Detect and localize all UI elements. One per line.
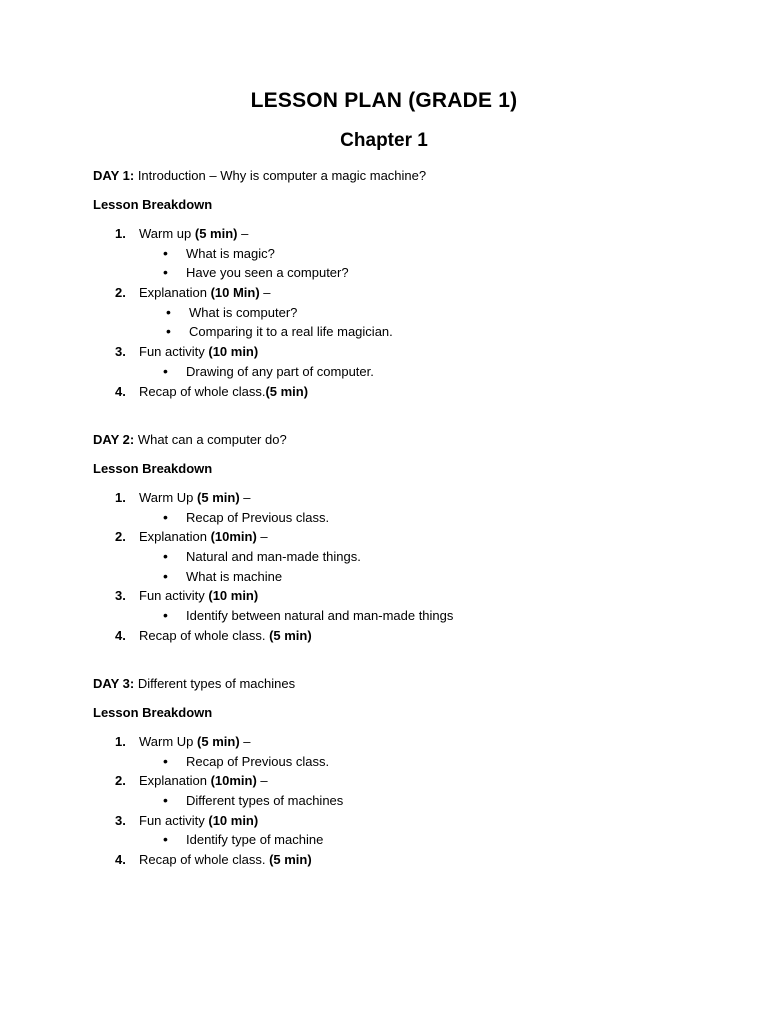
bullet-icon: •: [163, 362, 168, 379]
step-number: 1.: [115, 734, 126, 749]
bullet-item: [93, 362, 733, 382]
step-text: Recap of whole class.: [139, 383, 266, 399]
step-text: Fun activity: [139, 812, 209, 828]
bullet-item: [93, 303, 733, 323]
bullet-icon: •: [163, 567, 168, 584]
step-suffix: –: [256, 773, 268, 789]
day-heading: [93, 166, 733, 186]
bullet-item: [93, 508, 733, 528]
step-duration: (10 min): [208, 812, 259, 828]
bullet-item: [93, 244, 733, 264]
steps-list: [93, 488, 733, 646]
day-3-section: [93, 674, 733, 870]
bullet-text: What is magic?: [186, 245, 275, 261]
day-topic: Introduction – Why is computer a magic machine?: [134, 168, 427, 183]
step-suffix: –: [239, 490, 251, 505]
bullet-text: Identify type of machine: [186, 832, 324, 848]
step-duration: (5 min): [269, 627, 312, 643]
bullet-item: [93, 830, 733, 850]
bullet-text: What is machine: [186, 568, 283, 584]
bullet-item: [93, 606, 733, 626]
bullet-text: Identify between natural and man-made things: [186, 608, 454, 624]
bullet-item: [93, 322, 733, 342]
step-duration: (5 min): [194, 226, 238, 241]
step-duration: (10min): [210, 529, 257, 545]
step-number: 3.: [115, 812, 126, 828]
step-number: 3.: [115, 344, 126, 360]
day-heading: [93, 674, 733, 694]
bullet-item: [93, 547, 733, 567]
lesson-breakdown-heading: Lesson Breakdown: [93, 461, 213, 476]
lesson-breakdown-heading: Lesson Breakdown: [93, 197, 213, 212]
step-number: 2.: [115, 285, 126, 301]
step-number: 1.: [115, 490, 126, 505]
step-duration: (5 min): [197, 490, 240, 505]
bullet-icon: •: [163, 548, 168, 565]
step-text: Explanation: [139, 285, 211, 301]
bullet-icon: •: [163, 792, 168, 809]
step-suffix: –: [259, 285, 271, 301]
step-item: [93, 382, 733, 402]
bullet-text: What is computer?: [189, 304, 298, 320]
step-item: [93, 342, 733, 362]
bullet-text: Comparing it to a real life magician.: [189, 324, 393, 340]
day-1-section: [93, 166, 733, 401]
step-duration: (10 min): [208, 588, 259, 604]
bullet-icon: •: [166, 323, 171, 340]
chapter-title: Chapter 1: [340, 130, 428, 151]
lesson-breakdown-heading: Lesson Breakdown: [93, 705, 213, 720]
bullet-text: Natural and man-made things.: [186, 549, 361, 565]
step-duration: (5 min): [197, 734, 240, 749]
step-suffix: –: [256, 529, 268, 545]
step-duration: (10min): [210, 773, 257, 789]
day-topic: What can a computer do?: [134, 432, 287, 447]
step-item: [93, 586, 733, 606]
steps-list: [93, 732, 733, 870]
steps-list: [93, 224, 733, 401]
step-text: Fun activity: [139, 588, 209, 604]
day-label: DAY 1:: [93, 168, 135, 183]
step-text: Warm Up: [139, 490, 198, 505]
bullet-icon: •: [166, 303, 171, 320]
page-title: LESSON PLAN (GRADE 1): [250, 89, 518, 112]
step-item: [93, 283, 733, 303]
step-item: [93, 626, 733, 646]
step-text: Warm Up: [139, 734, 198, 749]
step-number: 1.: [115, 226, 126, 241]
step-duration: (5 min): [265, 383, 309, 399]
step-text: Explanation: [139, 529, 211, 545]
step-number: 4.: [115, 852, 126, 868]
bullet-icon: •: [163, 607, 168, 624]
day-label: DAY 2:: [93, 432, 135, 447]
day-label: DAY 3:: [93, 676, 135, 691]
bullet-text: Recap of Previous class.: [186, 753, 330, 769]
day-topic: Different types of machines: [134, 676, 296, 691]
bullet-item: [93, 752, 733, 772]
bullet-item: [93, 263, 733, 283]
step-item: [93, 732, 733, 752]
step-number: 3.: [115, 588, 126, 604]
step-duration: (10 min): [208, 344, 259, 360]
bullet-icon: •: [163, 508, 168, 525]
step-item: [93, 850, 733, 870]
bullet-icon: •: [163, 244, 168, 261]
bullet-text: Drawing of any part of computer.: [186, 363, 374, 379]
step-suffix: –: [239, 734, 251, 749]
bullet-text: Different types of machines: [186, 793, 344, 809]
step-text: Warm up: [139, 226, 195, 241]
bullet-icon: •: [163, 752, 168, 769]
day-heading: [93, 430, 733, 450]
bullet-item: [93, 791, 733, 811]
step-number: 4.: [115, 627, 126, 643]
bullet-text: Have you seen a computer?: [186, 265, 349, 281]
step-text: Recap of whole class.: [139, 852, 270, 868]
step-number: 4.: [115, 383, 126, 399]
step-text: Fun activity: [139, 344, 209, 360]
day-2-section: [93, 430, 733, 646]
step-text: Recap of whole class.: [139, 627, 270, 643]
step-text: Explanation: [139, 773, 211, 789]
step-number: 2.: [115, 773, 126, 789]
bullet-icon: •: [163, 264, 168, 281]
step-duration: (10 Min): [210, 285, 260, 301]
step-suffix: –: [237, 226, 249, 241]
step-item: [93, 527, 733, 547]
step-duration: (5 min): [269, 852, 312, 868]
bullet-icon: •: [163, 831, 168, 848]
step-number: 2.: [115, 529, 126, 545]
bullet-text: Recap of Previous class.: [186, 509, 330, 525]
step-item: [93, 811, 733, 831]
step-item: [93, 224, 733, 244]
step-item: [93, 488, 733, 508]
bullet-item: [93, 567, 733, 587]
step-item: [93, 771, 733, 791]
